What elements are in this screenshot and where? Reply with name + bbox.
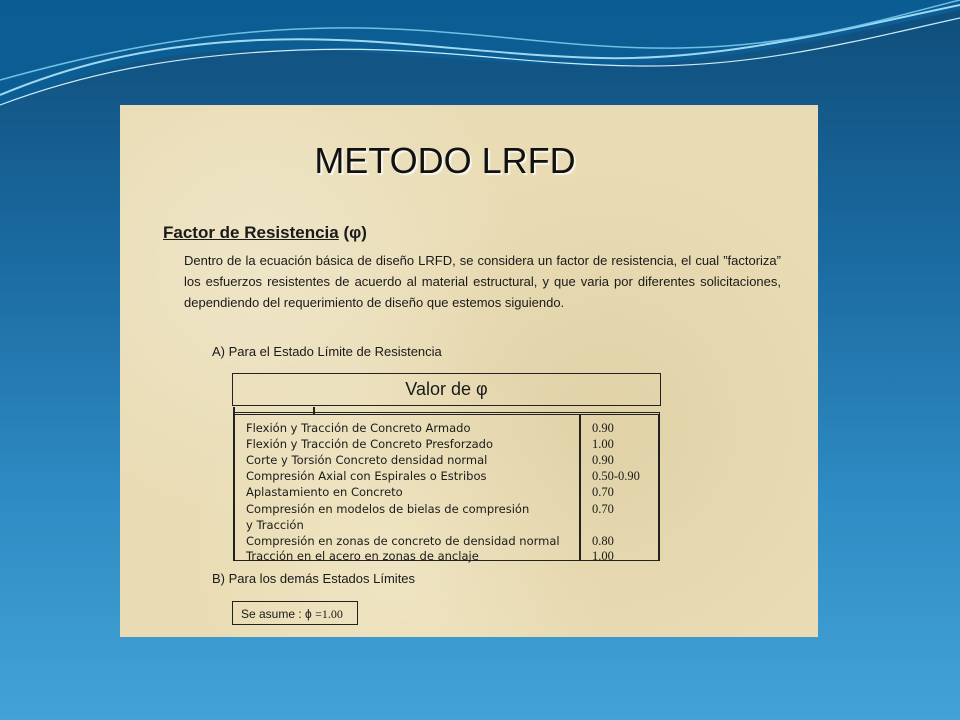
heading-text: Factor de Resistencia [163,223,339,242]
table-row-value: 0.80 [592,534,614,548]
slide-panel [120,105,818,637]
table-row-label: Tracción en el acero en zonas de anclaje [246,549,479,563]
section-b-label: B) Para los demás Estados Límites [212,571,416,586]
table-row-value: 0.90 [592,421,614,435]
table-row-value: 0.50-0.90 [592,469,640,483]
assume-box [232,601,358,625]
table-row-label: Aplastamiento en Concreto [246,485,403,499]
heading-symbol: (φ) [343,223,367,242]
table-row-label: Flexión y Tracción de Concreto Armado [246,421,471,435]
slide-title: METODO LRFD [314,140,576,181]
table-row-value: 1.00 [592,549,614,563]
table-row-value: 0.70 [592,502,614,516]
assume-value: =1.00 [315,607,343,621]
table-row-label: Corte y Torsión Concreto densidad normal [246,453,488,467]
section-a-label: A) Para el Estado Límite de Resistencia [212,344,442,359]
decorative-waves [0,0,960,120]
table-row-value: 0.70 [592,485,614,499]
intro-paragraph: Dentro de la ecuación básica de diseño LRFD, se considera un factor de resistencia, el cual ”factoriza” los esfuerzos resistentes de acuerdo al material estructural, y que varia por diferentes solicitaciones, dependiendo del requerimiento de diseño que estemos siguiendo. [184,253,781,310]
section-heading [163,223,367,243]
table-column-divider [579,415,581,560]
table-row-value: 1.00 [592,437,614,451]
phi-table-header: Valor de φ [232,373,661,406]
table-row-value: 0.90 [592,453,614,467]
phi-values-table [233,412,660,561]
table-row-label: Compresión en modelos de bielas de compresión [246,502,530,516]
table-row-label: Compresión en zonas de concreto de densidad normal [246,534,560,548]
table-row-label: Flexión y Tracción de Concreto Presforzado [246,437,494,451]
assume-label: Se asume : ϕ [241,607,312,621]
table-row-label: y Tracción [246,518,304,532]
table-row-label: Compresión Axial con Espirales o Estribos [246,469,487,483]
